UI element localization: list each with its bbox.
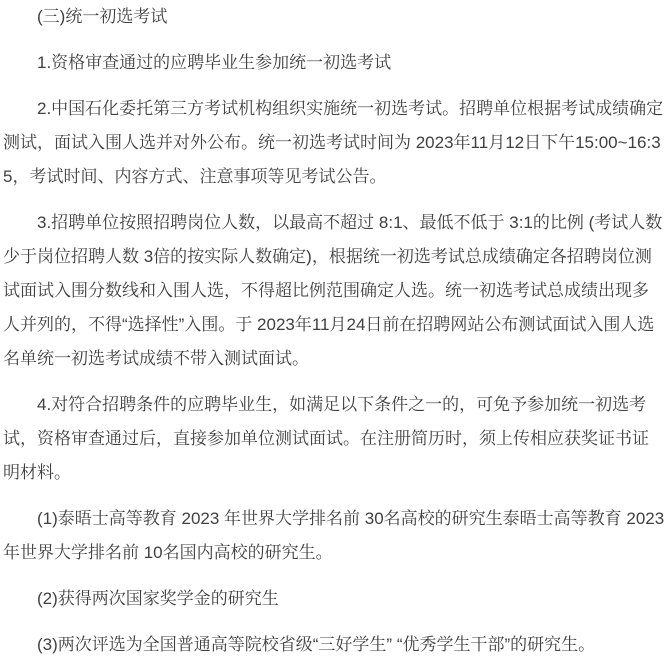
section-heading-unified-preliminary-exam: (三)统一初选考试 (37, 7, 168, 26)
paragraph-3-shortlist-ratio-rules: 3.招聘单位按照招聘岗位人数，以最高不超过 8:1、最低不低于 3:1的比例 (考试人数少于岗位招聘人数 3倍的按实际人数确定)，根据统一初选考试总成绩确定各招聘岗位测试面试入围分数线和入围人选，不得超比例范围确定人选。统一初选考试总成绩出现多人并列的，不得“选择性”入围。于 2023年11月24日前在招聘网站公布测试面试入围人选名单统一初选考试成绩不带入测试面试。 (3, 213, 663, 368)
paragraph-2-exam-organization-and-time: 2.中国石化委托第三方考试机构组织实施统一初选考试。招聘单位根据考试成绩确定测试，面试入围人选并对外公布。统一初选考试时间为 2023年11月12日下午15:00~16:35，考试时间、内容方式、注意事项等见考试公告。 (3, 99, 664, 186)
condition-1-world-university-ranking: (1)泰晤士高等教育 2023 年世界大学排名前 30名高校的研究生泰晤士高等教育 2023 年世界大学排名前 10名国内高校的研究生。 (3, 509, 665, 562)
condition-3-merit-student-awards: (3)两次评选为全国普通高等院校省级“三好学生” “优秀学生干部”的研究生。 (37, 635, 596, 654)
paragraph-1-eligibility: 1.资格审查通过的应聘毕业生参加统一初选考试 (37, 53, 392, 72)
condition-2-national-scholarship: (2)获得两次国家奖学金的研究生 (37, 589, 279, 608)
paragraph-4-exemption-conditions-intro: 4.对符合招聘条件的应聘毕业生，如满足以下条件之一的，可免予参加统一初选考试，资格审查通过后，直接参加单位测试面试。在注册简历时，须上传相应获奖证书证明材料。 (3, 395, 649, 482)
